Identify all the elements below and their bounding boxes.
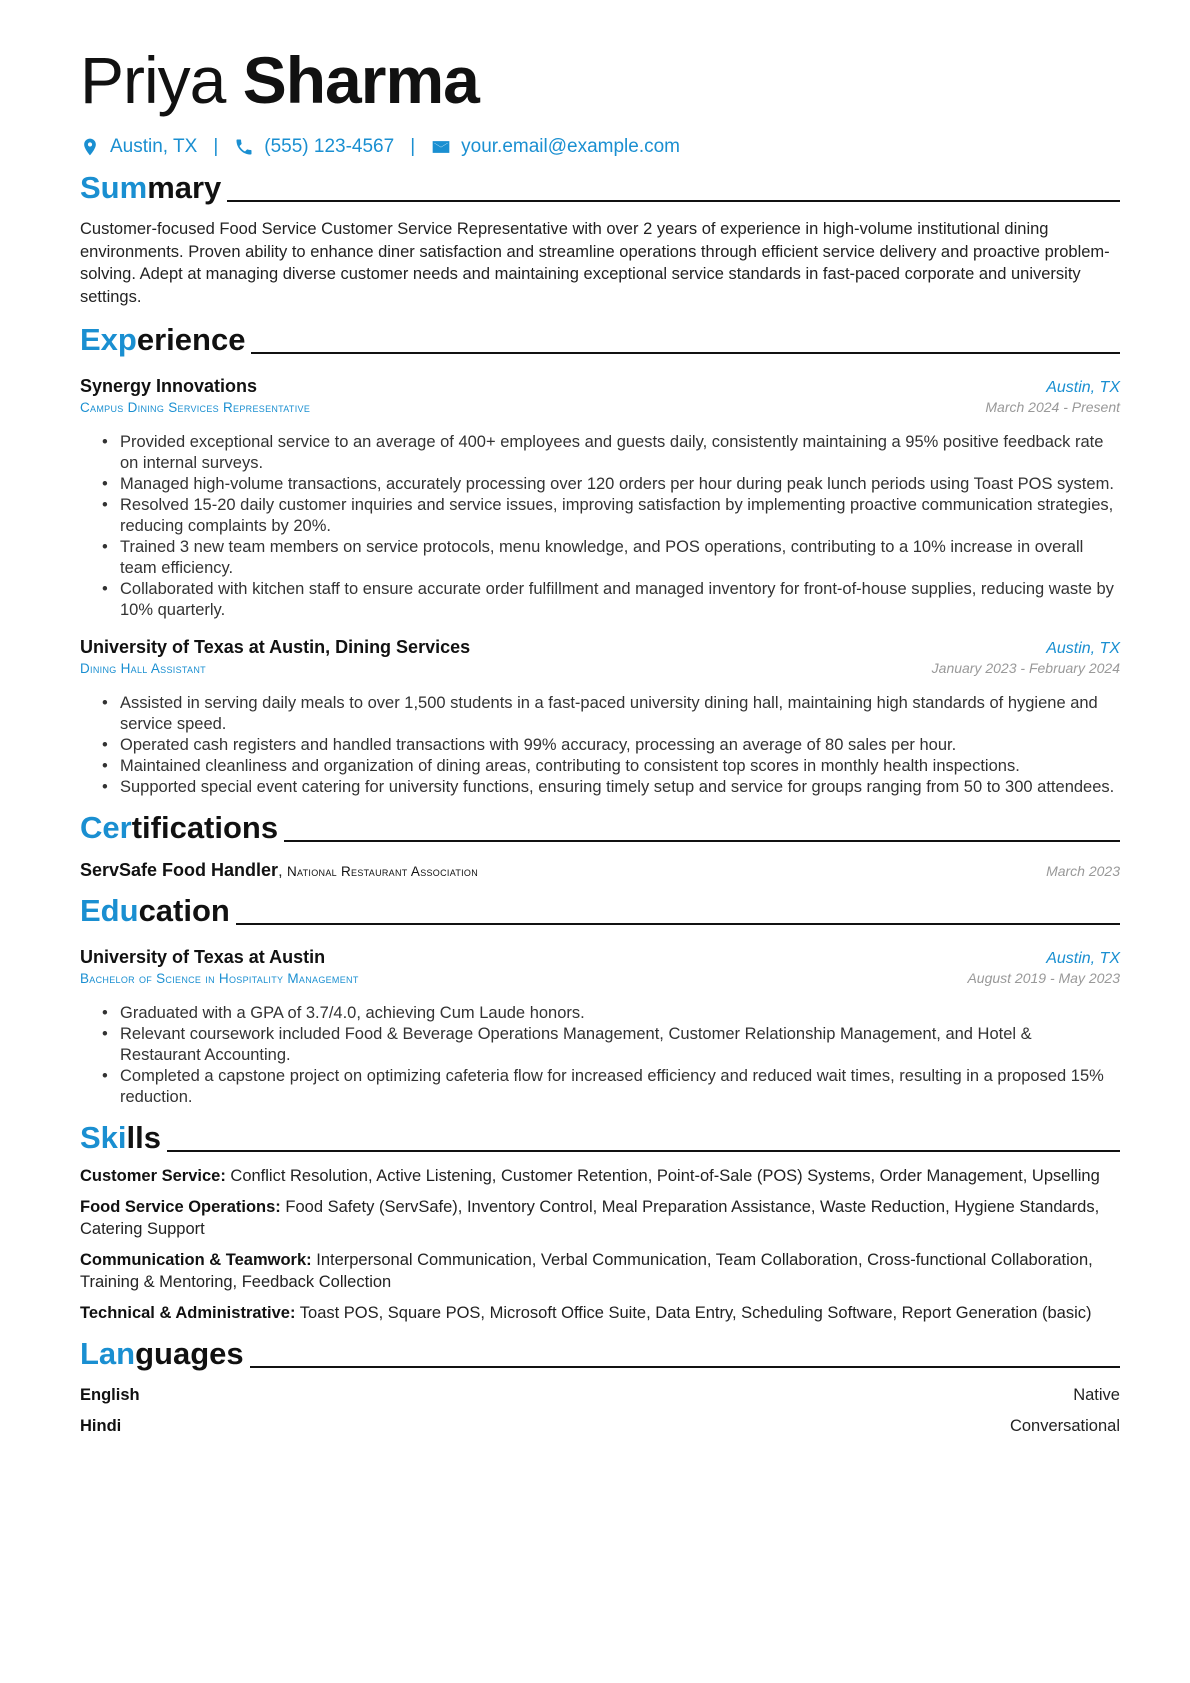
school-location: Austin, TX xyxy=(1046,950,1120,967)
section-education-heading xyxy=(80,893,1120,929)
skill-group xyxy=(80,1165,1115,1187)
list-item: • Supported special event catering for university functions, ensuring timely setup and service for groups ranging from 50 to 300 attendees. xyxy=(102,777,1115,798)
language-name: English xyxy=(80,1386,140,1404)
education-bullets xyxy=(102,1003,1115,1108)
skill-group xyxy=(80,1196,1115,1240)
contact-location xyxy=(80,136,197,158)
contact-phone[interactable] xyxy=(234,136,394,158)
job-bullets xyxy=(102,432,1115,621)
section-rule xyxy=(167,1150,1120,1152)
section-rule xyxy=(251,352,1120,354)
section-title: Experience xyxy=(80,322,246,357)
skill-category: Technical & Administrative: xyxy=(80,1304,296,1322)
list-item: • Provided exceptional service to an average of 400+ employees and guests daily, consistently maintaining a 95% positive feedback rate on internal surveys. xyxy=(102,432,1115,474)
skill-list: Conflict Resolution, Active Listening, Customer Retention, Point-of-Sale (POS) Systems, Order Management, Upselling xyxy=(230,1167,1100,1185)
language-entry xyxy=(80,1415,1120,1437)
section-languages-heading xyxy=(80,1336,1120,1372)
certification-name: ServSafe Food Handler xyxy=(80,860,279,880)
section-skills-heading xyxy=(80,1120,1120,1156)
school-name: University of Texas at Austin xyxy=(80,947,326,967)
education-dates: August 2019 - May 2023 xyxy=(967,970,1120,986)
list-item: • Maintained cleanliness and organization of dining areas, contributing to consistent top scores in monthly health inspections. xyxy=(102,756,1115,777)
list-item: • Relevant coursework included Food & Beverage Operations Management, Customer Relationship Management, and Hotel & Restaurant Accounting. xyxy=(102,1024,1115,1066)
job-title: Dining Hall Assistant xyxy=(80,661,206,676)
list-item: • Operated cash registers and handled transactions with 99% accuracy, processing an average of 80 sales per hour. xyxy=(102,735,1115,756)
section-title: Education xyxy=(80,893,230,928)
contact-email[interactable] xyxy=(431,136,680,158)
experience-entry xyxy=(80,635,1120,798)
job-title: Campus Dining Services Representative xyxy=(80,400,311,415)
language-name: Hindi xyxy=(80,1417,122,1435)
last-name: Sharma xyxy=(242,43,479,117)
section-summary-heading xyxy=(80,170,1120,206)
employer-name: University of Texas at Austin, Dining Services xyxy=(80,637,471,657)
skill-group xyxy=(80,1302,1115,1324)
candidate-name xyxy=(80,40,1120,120)
summary-text: Customer-focused Food Service Customer Service Representative with over 2 years of experience in high-volume institutional dining environments. Proven ability to enhance diner satisfaction and streamline operations through efficient service delivery and proactive problem-solving. Adept at managing diverse customer needs and maintaining exceptional service standards in fast-paced corporate and university settings. xyxy=(80,220,1110,306)
certification-entry: ServSafe Food Handler, National Restaurant Association March 2023 xyxy=(80,860,1120,880)
skill-category: Food Service Operations: xyxy=(80,1198,281,1216)
skill-list: Food Safety (ServSafe), Inventory Control, Meal Preparation Assistance, Waste Reduction, Hygiene Standards, Catering Support xyxy=(80,1198,1100,1238)
skill-list: Interpersonal Communication, Verbal Communication, Team Collaboration, Cross-functional Collaboration, Training & Mentoring, Feedback Collection xyxy=(80,1251,1093,1291)
job-location: Austin, TX xyxy=(1046,379,1120,396)
list-item: • Resolved 15-20 daily customer inquiries and service issues, improving satisfaction by implementing proactive communication strategies, reducing complaints by 20%. xyxy=(102,495,1115,537)
contact-separator: | xyxy=(410,136,416,157)
skill-category: Customer Service: xyxy=(80,1167,226,1185)
contact-bar xyxy=(80,134,1120,160)
certification-issuer: National Restaurant Association xyxy=(286,864,479,879)
job-bullets xyxy=(102,693,1115,798)
certification-date: March 2023 xyxy=(1046,863,1120,879)
list-item: • Completed a capstone project on optimizing cafeteria flow for increased efficiency and reduced wait times, resulting in a proposed 15% reduction. xyxy=(102,1066,1115,1108)
section-rule xyxy=(236,923,1120,925)
list-item: • Trained 3 new team members on service protocols, menu knowledge, and POS operations, contributing to a 10% increase in overall team efficiency. xyxy=(102,537,1115,579)
list-item: • Managed high-volume transactions, accurately processing over 120 orders per hour during peak lunch periods using Toast POS system. xyxy=(102,474,1115,495)
section-rule xyxy=(284,840,1120,842)
section-title: Certifications xyxy=(80,810,279,845)
contact-separator: | xyxy=(213,136,219,157)
section-title: Skills xyxy=(80,1120,161,1155)
skill-category: Communication & Teamwork: xyxy=(80,1251,312,1269)
language-entry xyxy=(80,1384,1120,1406)
location-text: Austin, TX xyxy=(110,136,198,157)
list-item: • Assisted in serving daily meals to over 1,500 students in a fast-paced university dining hall, maintaining high standards of hygiene and service speed. xyxy=(102,693,1115,735)
phone-icon xyxy=(234,137,254,157)
list-item: • Collaborated with kitchen staff to ensure accurate order fulfillment and managed inventory for front-of-house supplies, reducing waste by 10% quarterly. xyxy=(102,579,1115,621)
employer-name: Synergy Innovations xyxy=(80,376,258,396)
resume-page xyxy=(80,40,1120,1437)
degree-title: Bachelor of Science in Hospitality Management xyxy=(80,971,359,986)
language-level: Native xyxy=(1073,1386,1120,1404)
job-dates: January 2023 - February 2024 xyxy=(931,660,1120,676)
section-title: Summary xyxy=(80,170,222,205)
job-dates: March 2024 - Present xyxy=(985,399,1120,415)
section-title: Languages xyxy=(80,1336,244,1371)
skill-group xyxy=(80,1249,1115,1293)
section-rule xyxy=(250,1366,1120,1368)
email-link[interactable]: your.email@example.com xyxy=(461,136,680,157)
job-location: Austin, TX xyxy=(1046,640,1120,657)
envelope-icon xyxy=(431,137,451,157)
language-level: Conversational xyxy=(1009,1417,1120,1435)
first-name: Priya xyxy=(80,43,226,117)
section-certifications-heading xyxy=(80,810,1120,846)
phone-text[interactable]: (555) 123-4567 xyxy=(264,136,395,157)
list-item: • Graduated with a GPA of 3.7/4.0, achieving Cum Laude honors. xyxy=(102,1003,1115,1024)
map-pin-icon xyxy=(80,137,100,157)
skill-list: Toast POS, Square POS, Microsoft Office Suite, Data Entry, Scheduling Software, Report Generation (basic) xyxy=(299,1304,1092,1322)
education-entry xyxy=(80,945,1120,1108)
experience-entry xyxy=(80,374,1120,621)
section-experience-heading xyxy=(80,322,1120,358)
section-rule xyxy=(227,200,1120,202)
